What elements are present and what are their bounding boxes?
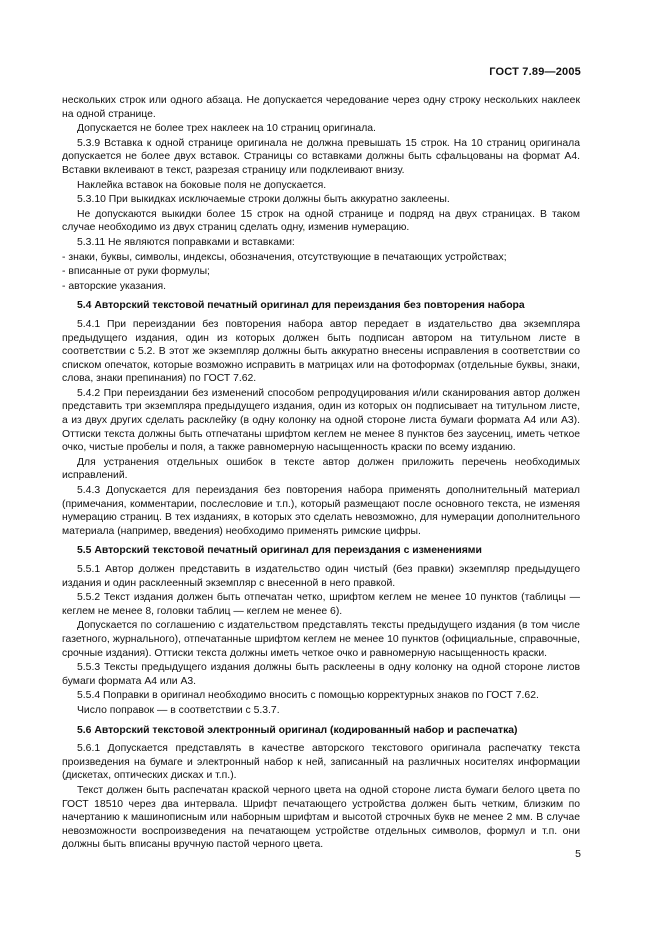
- paragraph: Допускается по соглашению с издательством представлять тексты предыдущего издания (в том числе газетного, журнального), отпечатанные шрифтом кеглем не менее 10 пунктов (официальные, справочные, срочные издания). Оттиски текста должны иметь четкое очко и равномерную насыщенность краски.: [62, 620, 580, 659]
- paragraph: 5.4.1 При переиздании без повторения набора автор передает в издательство два экземпляра предыдущего издания, один из которых должен быть подписан автором на титульном листе в соответствии с 5.2. В этот же экземпляр должны быть аккуратно внесены исправления в соответствии со списком опечаток, которые возможно исправить в матрицах или на фотоформах (отдельные буквы, знаки, слова, знаки препинания) по ГОСТ 7.62.: [62, 318, 580, 385]
- paragraph: 5.5.4 Поправки в оригинал необходимо вносить с помощью корректурных знаков по ГОСТ 7.62.: [77, 690, 539, 702]
- paragraph: 5.3.9 Вставка к одной странице оригинала не должна превышать 15 строк. На 10 страниц оригинала допускается не более двух вставок. Страницы со вставками должны быть сфальцованы на формат А4. Вставки вклеивают в текст, разрезая страницу или подклеивают внизу.: [62, 137, 580, 176]
- list-item: - знаки, буквы, символы, индексы, обозначения, отсутствующие в печатающих устройствах;: [62, 251, 507, 263]
- paragraph: 5.4.3 Допускается для переиздания без повторения набора применять дополнительный материал (примечания, комментарии, послесловие и т.п.), который размещают после основного текста, не изменяя нумерацию страниц. В тех изданиях, в которых это сделать невозможно, для нумерации дополнительного материала (например, введения) необходимо применять римские цифры.: [62, 485, 580, 537]
- section-heading: 5.6 Авторский текстовой электронный оригинал (кодированный набор и распечатка): [77, 724, 518, 736]
- paragraph: 5.6.1 Допускается представлять в качестве авторского текстового оригинала распечатку текста произведения на бумаге и электронный набор к ней, записанный на различных носителях информации (дискетах, оптических дисках и т.п.).: [62, 743, 580, 782]
- paragraph: 5.5.1 Автор должен представить в издательство один чистый (без правки) экземпляр предыдущего издания и один расклеенный экземпляр с внесенной в него правкой.: [62, 564, 580, 589]
- paragraph: Текст должен быть распечатан краской черного цвета на одной стороне листа бумаги белого цвета по ГОСТ 18510 через два интервала. Шрифт печатающего устройства должен быть четким, близким по начертанию к машинописным или наборным шрифтам и высотой строчных букв не менее 2 мм. В случае невозможности воспроизведения на печатающем устройстве отдельных символов, формул и т.п. они должны быть вписаны вручную пастой черного цвета.: [62, 784, 580, 851]
- paragraph: нескольких строк или одного абзаца. Не допускается чередование через одну строку нескольких наклеек на одной странице.: [62, 95, 580, 120]
- paragraph: Не допускаются выкидки более 15 строк на одной странице и подряд на двух страницах. В таком случае необходимо из двух страниц сделать одну, изменив нумерацию.: [62, 208, 580, 234]
- paragraph: Наклейка вставок на боковые поля не допускается.: [77, 179, 327, 191]
- paragraph: 5.3.11 Не являются поправками и вставками:: [77, 236, 295, 248]
- document-code-header: ГОСТ 7.89—2005: [489, 66, 581, 78]
- paragraph: Допускается не более трех наклеек на 10 страниц оригинала.: [77, 123, 376, 135]
- section-heading: 5.5 Авторский текстовой печатный оригинал для переиздания с изменениями: [77, 545, 482, 557]
- list-item: - авторские указания.: [62, 280, 167, 292]
- paragraph: 5.4.2 При переиздании без изменений способом репродуцирования и/или сканирования автор должен представить три экземпляра предыдущего издания, один из которых он подписывает на титульном листе, а из двух других сделать расклейку (в одну колонку на одной стороне листа бумаги формата А4 или А3). Оттиски текста должны быть отпечатаны шрифтом кеглем не менее 8 пунктов без заусениц, иметь четкое очко, чистые пробелы и поля, а также равномерную насыщенность краски по всему изданию.: [62, 387, 580, 454]
- document-body: [62, 94, 580, 853]
- paragraph: 5.5.3 Тексты предыдущего издания должны быть расклеены в одну колонку на одной стороне листов бумаги формата А4 или А3.: [62, 662, 580, 687]
- paragraph: Число поправок — в соответствии с 5.3.7.: [77, 704, 280, 716]
- paragraph: 5.3.10 При выкидках исключаемые строки должны быть аккуратно заклеены.: [77, 194, 450, 206]
- paragraph: 5.5.2 Текст издания должен быть отпечатан четко, шрифтом кеглем не менее 10 пунктов (таблицы — кеглем не менее 8, головки таблиц — кеглем не менее 6).: [62, 592, 580, 617]
- page-number: 5: [575, 848, 581, 860]
- paragraph: Для устранения отдельных ошибок в тексте автор должен приложить перечень необходимых исправлений.: [62, 456, 580, 482]
- section-heading: 5.4 Авторский текстовой печатный оригинал для переиздания без повторения набора: [77, 300, 525, 312]
- list-item: - вписанные от руки формулы;: [62, 266, 210, 278]
